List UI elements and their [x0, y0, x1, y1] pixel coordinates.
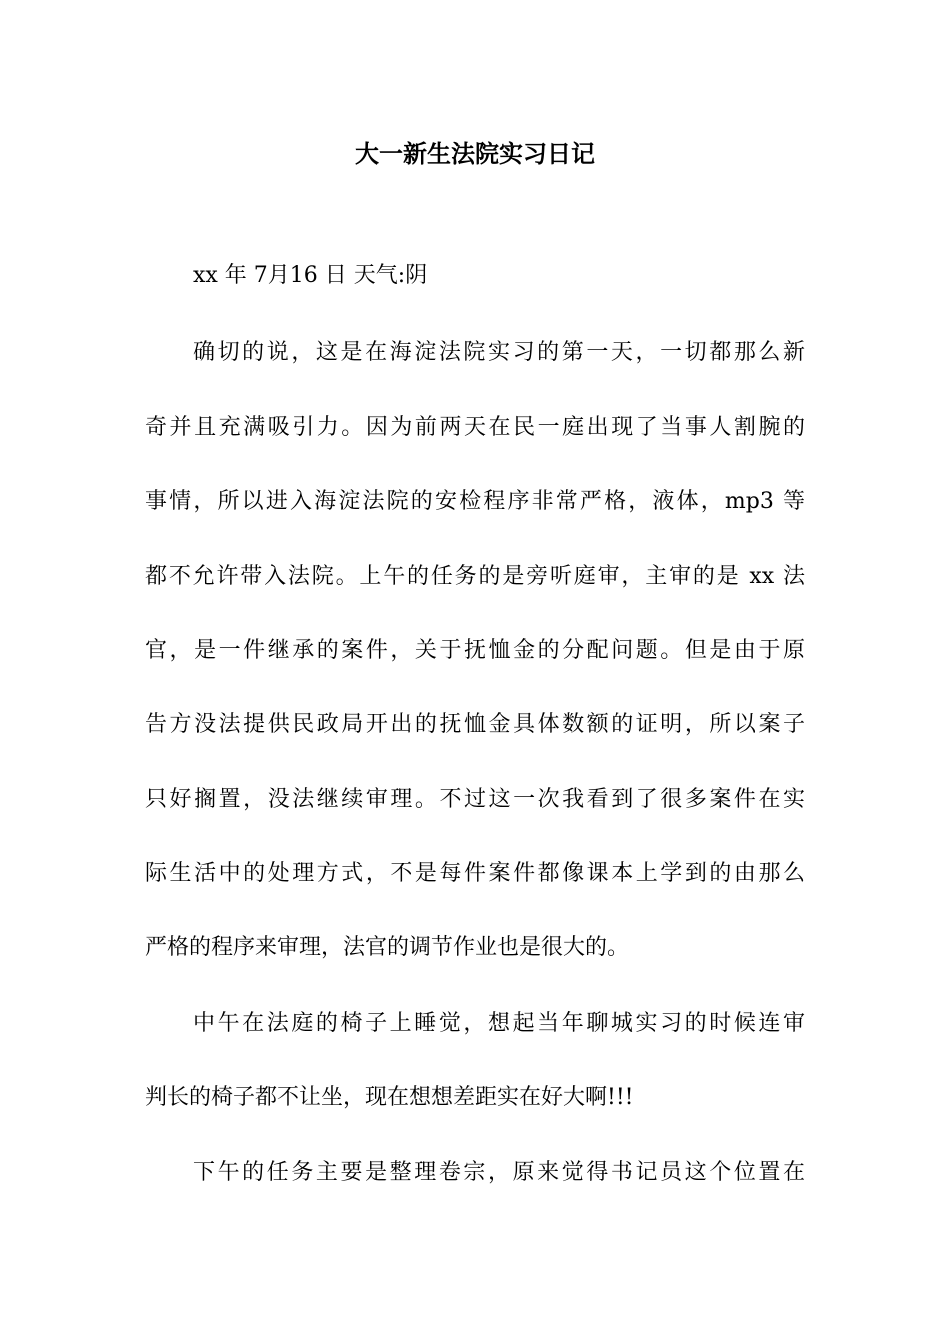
paragraph-line: 奇并且充满吸引力。因为前两天在民一庭出现了当事人割腕的 — [145, 415, 805, 440]
paragraph-line: 都不允许带入法院。上午的任务的是旁听庭审，主审的是 xx 法 — [145, 564, 805, 589]
paragraph-line: 确切的说，这是在海淀法院实习的第一天，一切都那么新 — [193, 340, 805, 365]
paragraph-line: 告方没法提供民政局开出的抚恤金具体数额的证明，所以案子 — [145, 712, 805, 737]
date-weather-line: xx 年 7月16 日 天气:阴 — [193, 263, 428, 288]
paragraph-line: 只好搁置，没法继续审理。不过这一次我看到了很多案件在实 — [145, 787, 805, 812]
document-title: 大一新生法院实习日记 — [355, 139, 595, 168]
paragraph-line: 下午的任务主要是整理卷宗，原来觉得书记员这个位置在 — [193, 1160, 805, 1185]
paragraph-line: 中午在法庭的椅子上睡觉，想起当年聊城实习的时候连审 — [193, 1011, 805, 1036]
paragraph-line: 际生活中的处理方式，不是每件案件都像课本上学到的由那么 — [145, 861, 805, 886]
paragraph-line: 判长的椅子都不让坐，现在想想差距实在好大啊!!! — [145, 1085, 634, 1110]
paragraph-line: 严格的程序来审理，法官的调节作业也是很大的。 — [145, 935, 630, 960]
paragraph-line: 事情，所以进入海淀法院的安检程序非常严格，液体，mp3 等 — [145, 489, 805, 514]
paragraph-line: 官，是一件继承的案件，关于抚恤金的分配问题。但是由于原 — [145, 638, 805, 663]
